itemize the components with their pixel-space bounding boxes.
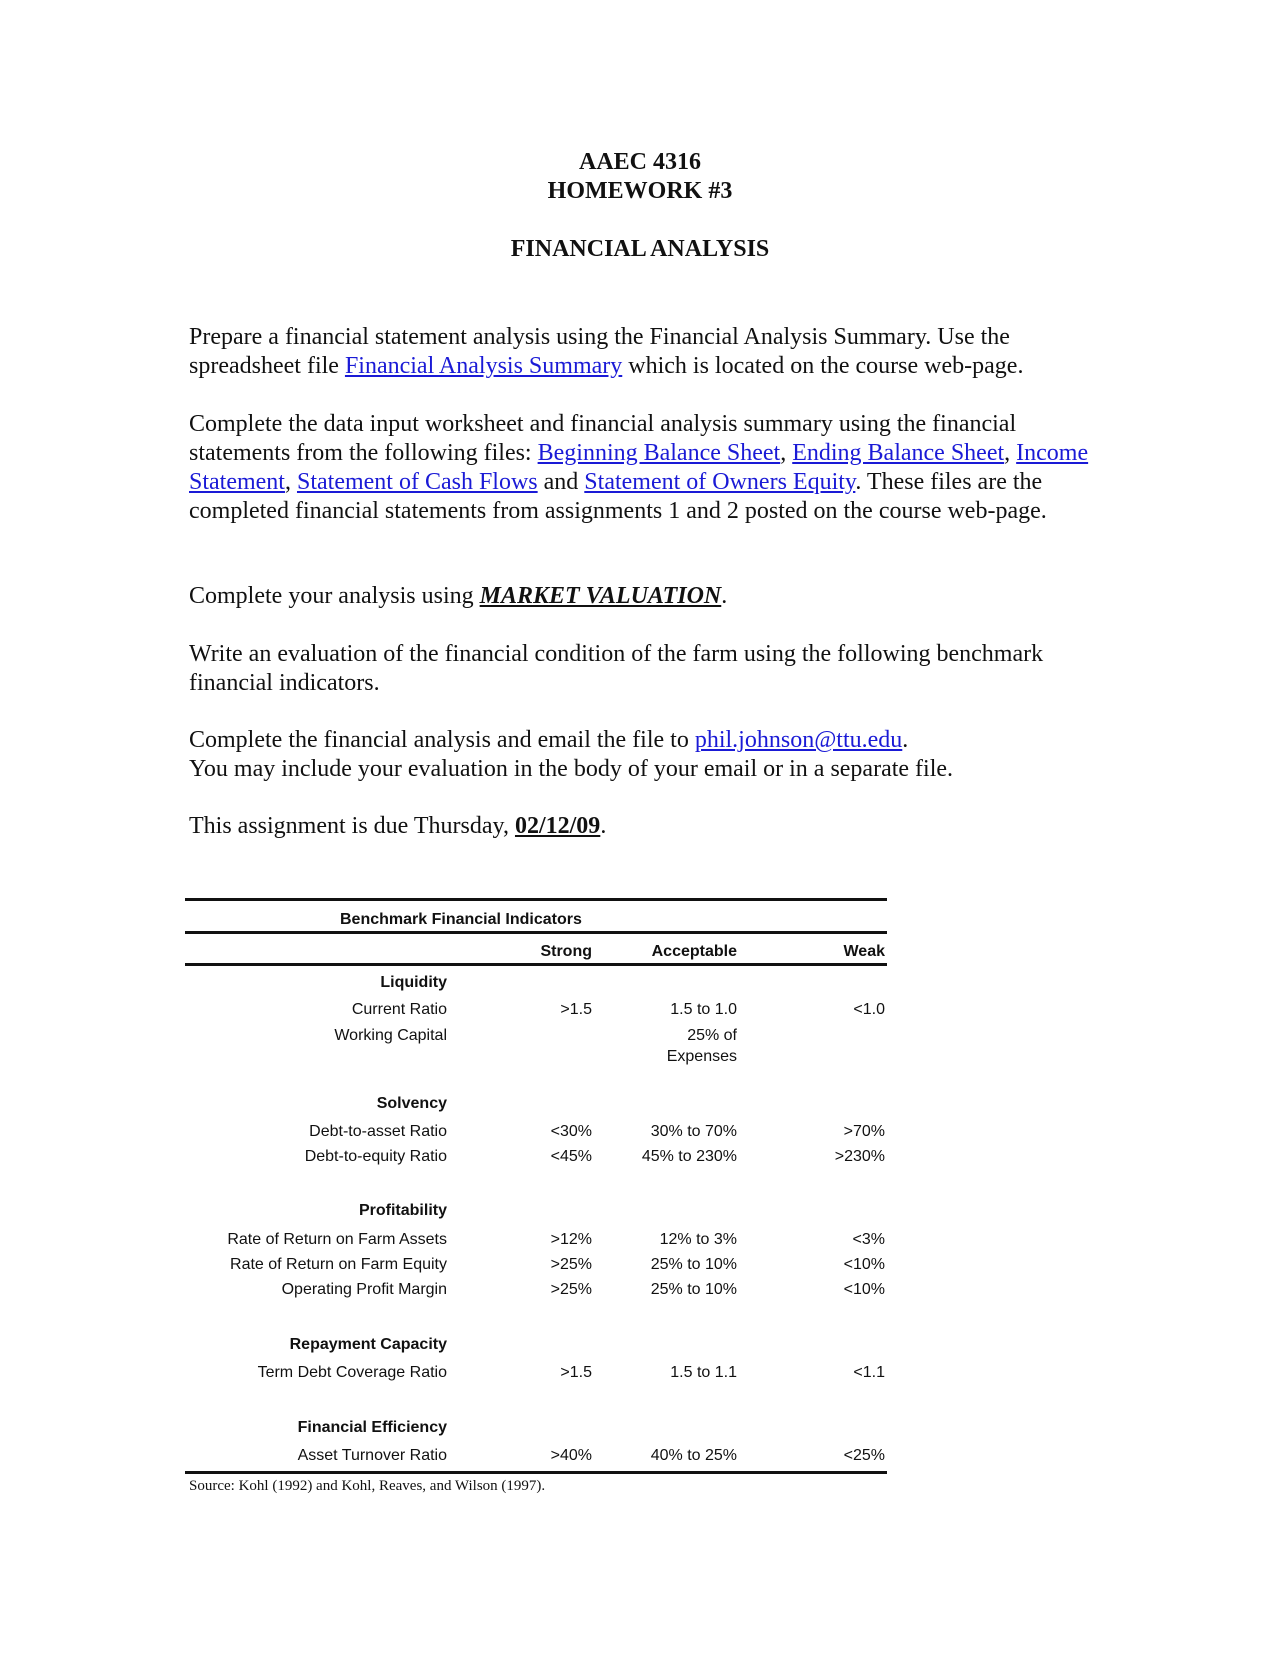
para6-text-end: . (600, 813, 607, 839)
cell-acceptable: 30% to 70% (650, 1123, 737, 1140)
table-source-note: Source: Kohl (1992) and Kohl, Reaves, and Wilson (1997). (189, 1478, 546, 1494)
cell-strong: >40% (550, 1447, 592, 1464)
cell-acceptable: 25% to 10% (650, 1256, 737, 1273)
cell-strong: >25% (550, 1281, 592, 1298)
homework-number: HOMEWORK #3 (547, 178, 733, 204)
beginning-balance-sheet-link[interactable]: Beginning Balance Sheet (537, 440, 781, 466)
paragraph-files (189, 410, 1109, 526)
cell-weak: <10% (843, 1256, 885, 1273)
cell-acceptable: 45% to 230% (641, 1148, 737, 1165)
cell-weak: >230% (834, 1148, 885, 1165)
section-heading-liquidity: Liquidity (380, 974, 447, 991)
paragraph-submission (189, 726, 1109, 784)
email-link[interactable]: phil.johnson@ttu.edu (694, 727, 903, 753)
statement-of-cash-flows-link[interactable]: Statement of Cash Flows (296, 469, 538, 495)
cell-weak: <10% (843, 1281, 885, 1298)
row-label-debt-to-asset: Debt-to-asset Ratio (309, 1123, 447, 1140)
separator: and (537, 469, 585, 495)
ending-balance-sheet-link[interactable]: Ending Balance Sheet (792, 440, 1005, 466)
paragraph-evaluation (189, 640, 1109, 698)
para5-text: Complete the financial analysis and email the file to (189, 727, 695, 753)
table-top-rule (185, 898, 887, 901)
cell-strong: >25% (550, 1256, 592, 1273)
assignment-title: FINANCIAL ANALYSIS (510, 236, 770, 262)
separator: , (1004, 440, 1017, 466)
cell-weak: >70% (843, 1123, 885, 1140)
para2-text-end: . These files are the completed financial statements from assignments 1 and 2 posted on the course web-page. (189, 469, 1047, 524)
row-label-roe: Rate of Return on Farm Equity (230, 1256, 447, 1273)
income-statement-link[interactable]: Income Statement (189, 440, 1089, 495)
due-date: 02/12/09 (514, 813, 601, 839)
cell-acceptable: 12% to 3% (659, 1231, 737, 1248)
paragraph-due-date (189, 812, 1109, 841)
para5-line2: You may include your evaluation in the body of your email or in a separate file. (189, 756, 954, 782)
market-valuation-emphasis: MARKET VALUATION (479, 583, 722, 609)
cell-acceptable: 40% to 25% (650, 1447, 737, 1464)
cell-acceptable-line2: Expenses (666, 1048, 737, 1065)
para5-text-end: . (902, 727, 909, 753)
cell-weak: <3% (852, 1231, 885, 1248)
cell-weak: <1.1 (853, 1364, 885, 1381)
col-header-weak: Weak (843, 943, 885, 960)
row-label-term-debt-coverage: Term Debt Coverage Ratio (257, 1364, 447, 1381)
paragraph-instructions (189, 323, 1109, 381)
separator: , (780, 440, 793, 466)
table-header-bottom-rule (185, 963, 887, 966)
section-heading-solvency: Solvency (376, 1095, 447, 1112)
para3-text: Complete your analysis using (189, 583, 480, 609)
document-header (0, 148, 1280, 264)
row-label-asset-turnover: Asset Turnover Ratio (297, 1447, 447, 1464)
table-header-rule (185, 931, 887, 934)
table-bottom-rule (185, 1471, 887, 1474)
row-label-debt-to-equity: Debt-to-equity Ratio (304, 1148, 447, 1165)
cell-strong: <30% (550, 1123, 592, 1140)
para3-text-end: . (721, 583, 728, 609)
row-label-roa: Rate of Return on Farm Assets (227, 1231, 447, 1248)
cell-acceptable: 1.5 to 1.1 (670, 1364, 737, 1381)
cell-strong: <45% (550, 1148, 592, 1165)
para6-text: This assignment is due Thursday, (189, 813, 515, 839)
col-header-strong: Strong (540, 943, 592, 960)
para1-text-end: which is located on the course web-page. (622, 353, 1024, 379)
section-heading-financial-efficiency: Financial Efficiency (297, 1419, 447, 1436)
cell-acceptable: 25% to 10% (650, 1281, 737, 1298)
cell-acceptable: 1.5 to 1.0 (670, 1001, 737, 1018)
cell-acceptable: 25% of (687, 1027, 737, 1044)
paragraph-valuation (189, 582, 1109, 611)
cell-strong: >1.5 (560, 1001, 592, 1018)
financial-analysis-summary-link[interactable]: Financial Analysis Summary (344, 353, 623, 379)
statement-of-owners-equity-link[interactable]: Statement of Owners Equity (584, 469, 856, 495)
row-label-current-ratio: Current Ratio (351, 1001, 447, 1018)
course-code: AAEC 4316 (578, 149, 701, 175)
para1-text: Prepare a financial statement analysis using the Financial Analysis Summary. Use the spreadsheet file (189, 324, 1010, 379)
section-heading-profitability: Profitability (358, 1202, 447, 1219)
row-label-operating-profit-margin: Operating Profit Margin (281, 1281, 447, 1298)
separator: , (284, 469, 297, 495)
cell-strong: >1.5 (560, 1364, 592, 1381)
cell-weak: <1.0 (853, 1001, 885, 1018)
cell-strong: >12% (550, 1231, 592, 1248)
para4-text: Write an evaluation of the financial condition of the farm using the following benchmark financial indicators. (189, 641, 1044, 696)
para2-text: Complete the data input worksheet and financial analysis summary using the financial statements from the following files: (189, 411, 1017, 466)
col-header-acceptable: Acceptable (651, 943, 737, 960)
cell-weak: <25% (843, 1447, 885, 1464)
section-heading-repayment-capacity: Repayment Capacity (289, 1336, 447, 1353)
row-label-working-capital: Working Capital (334, 1027, 447, 1044)
table-title: Benchmark Financial Indicators (340, 911, 582, 928)
